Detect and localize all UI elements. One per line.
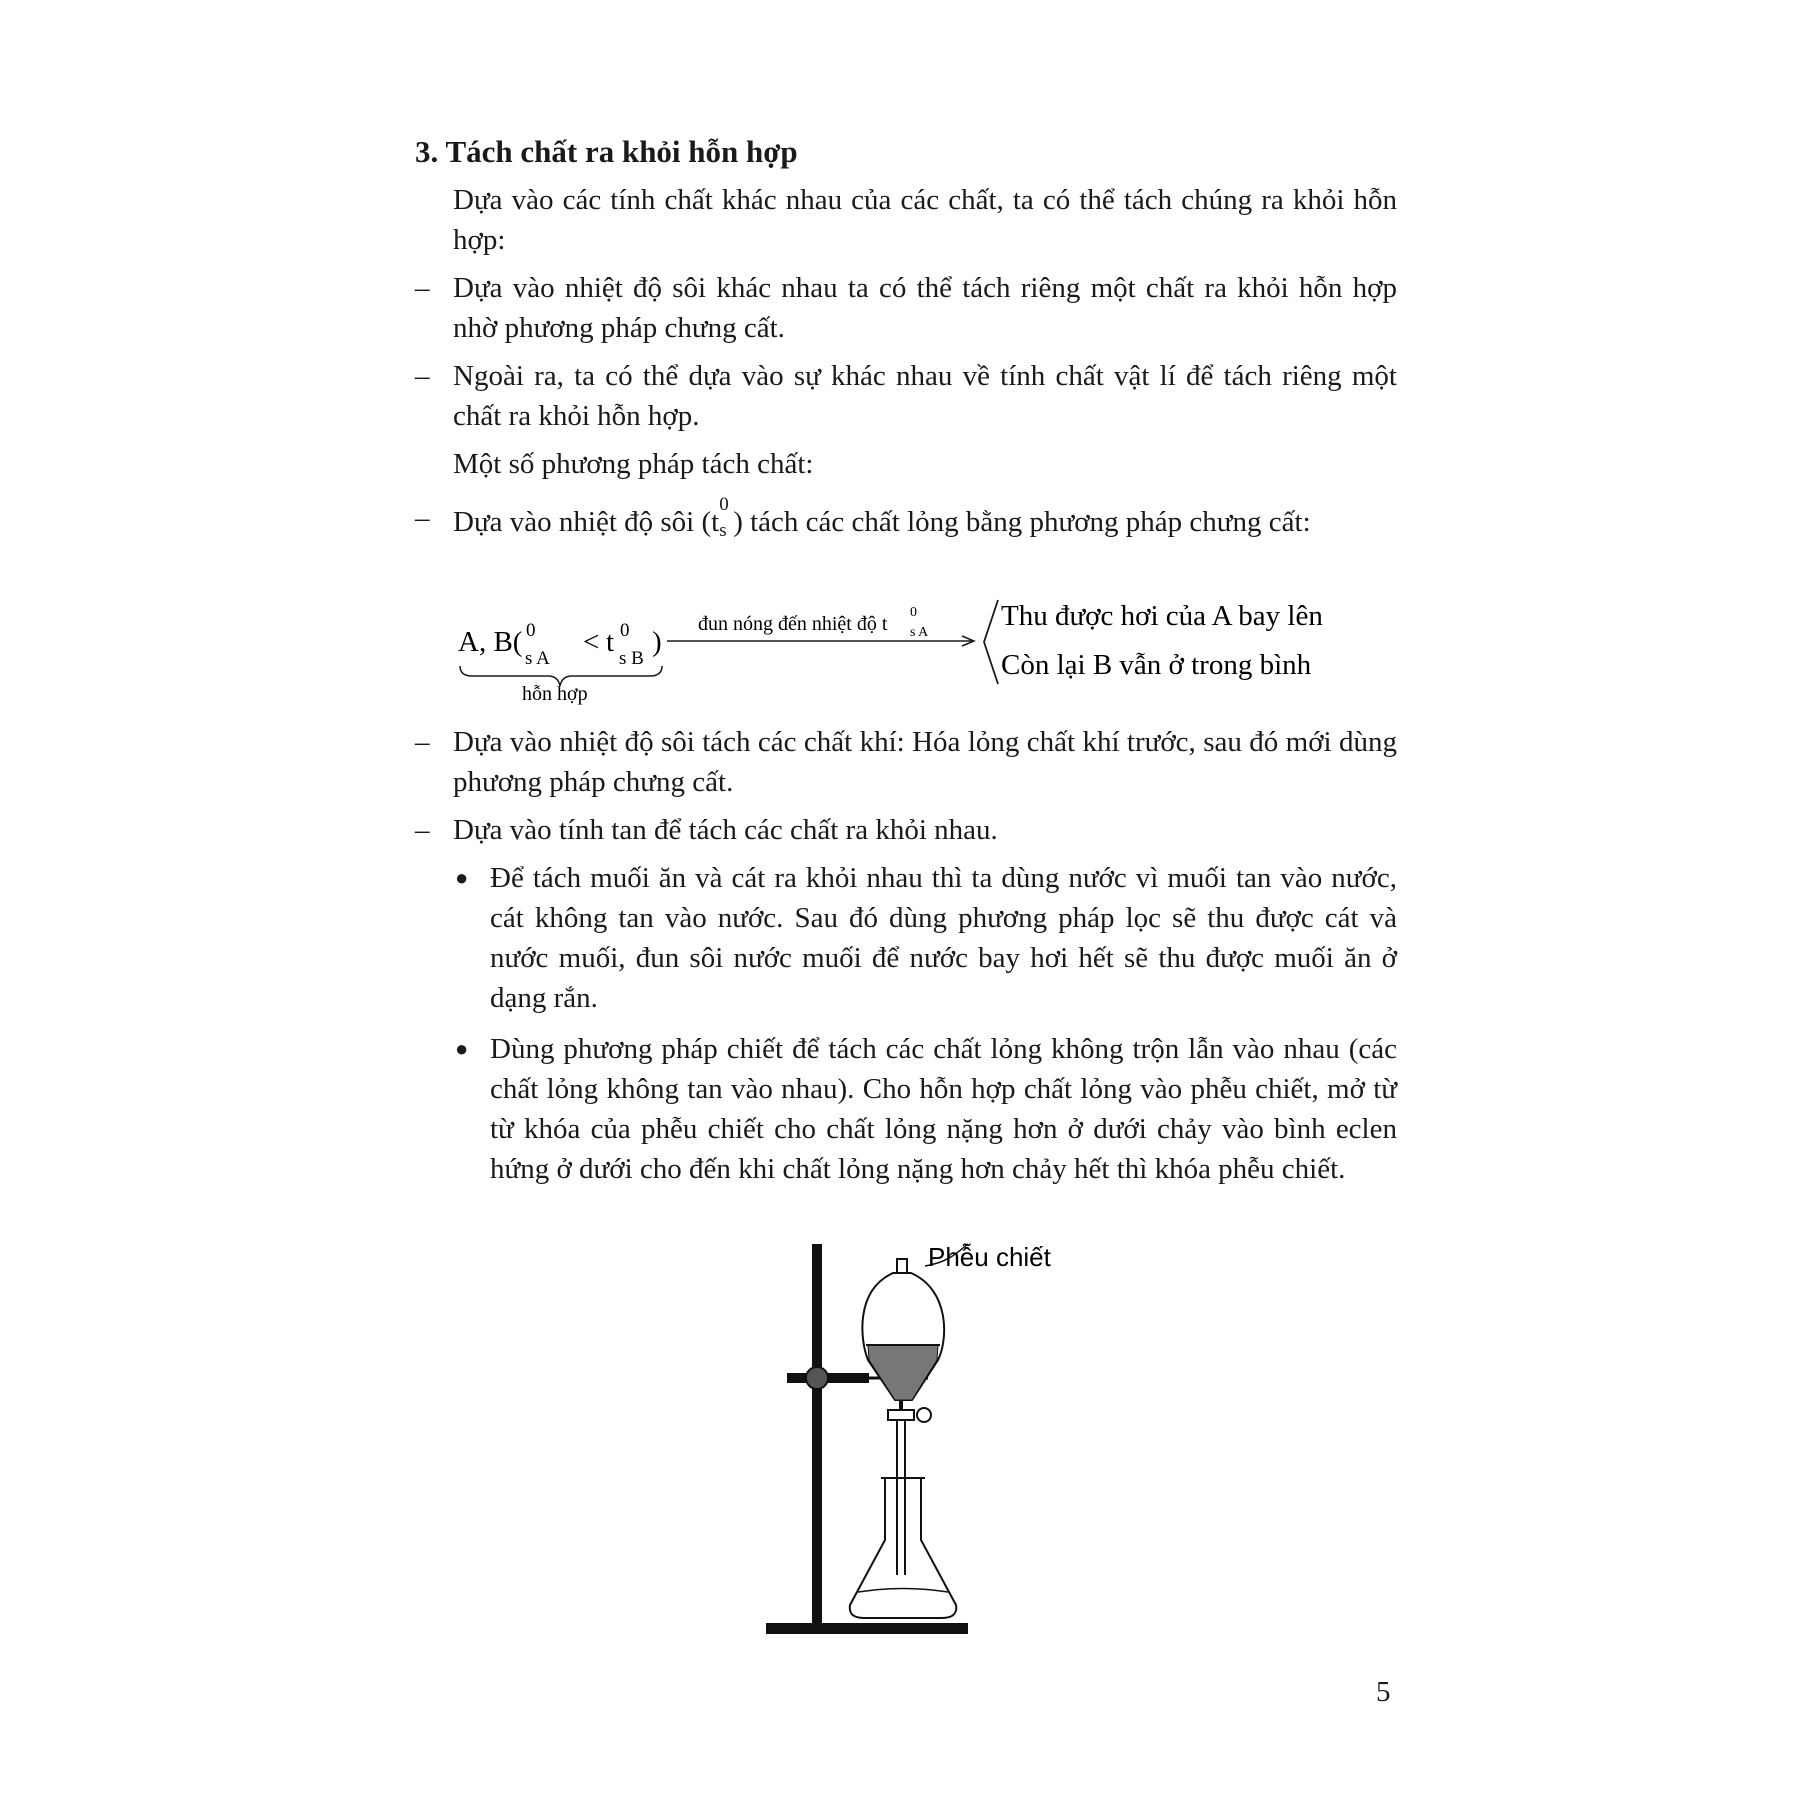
- funnel-liquid: [868, 1345, 938, 1400]
- scheme-arrow-condition: đun nóng đến nhiệt độ t: [698, 613, 888, 635]
- scheme-result-top: Thu được hơi của A bay lên: [1001, 600, 1323, 632]
- t-s-0-script: 0 s: [719, 494, 729, 541]
- bullet-extraction-paragraph: Dùng phương pháp chiết để tách các chất lỏng không trộn lẫn vào nhau (các chất lỏng không tan vào nhau). Cho hỗn hợp chất lỏng vào phễu chiết, mở từ từ khóa của phễu chiết cho chất lỏng nặng hơn ở dưới chảy vào bình eclen hứng ở dưới cho đến khi chất lỏng nặng hơn chảy hết thì khóa phễu chiết.: [490, 1033, 1397, 1185]
- funnel-label: Phễu chiết: [928, 1242, 1051, 1272]
- dash-marker: –: [415, 814, 430, 846]
- item-physical-properties-paragraph: Ngoài ra, ta có thể dựa vào sự khác nhau về tính chất vật lí để tách riêng một chất ra khỏi hỗn hợp.: [453, 360, 1397, 432]
- funnel-stopper: [897, 1259, 907, 1273]
- item-distillation-paragraph: Dựa vào nhiệt độ sôi khác nhau ta có thể tách riêng một chất ra khỏi hỗn hợp nhờ phương pháp chưng cất.: [453, 272, 1397, 344]
- scheme-close-paren: ): [652, 626, 662, 658]
- scheme-t-b: t: [606, 626, 615, 658]
- scheme-sup-0-b: 0: [620, 620, 630, 641]
- item-solubility-paragraph: Dựa vào tính tan để tách các chất ra khỏi nhau.: [453, 814, 998, 846]
- scheme-result-bottom: Còn lại B vẫn ở trong bình: [1001, 649, 1312, 681]
- methods-intro-paragraph: Một số phương pháp tách chất:: [453, 448, 814, 480]
- dash-marker: –: [415, 360, 430, 392]
- stopcock-body: [888, 1410, 914, 1420]
- stopcock-handle: [917, 1408, 931, 1422]
- scheme-arrow-sub-sA: s A: [910, 625, 929, 640]
- scheme-arrow-sup-0: 0: [910, 605, 917, 620]
- dash-marker: –: [415, 502, 430, 534]
- retort-stand-base: [767, 1624, 967, 1633]
- scheme-mixture-start: A, B(: [458, 626, 523, 658]
- scheme-sub-sA: s A: [525, 648, 550, 669]
- erlenmeyer-flask: [850, 1478, 956, 1618]
- scheme-less-than: <: [583, 626, 600, 658]
- scheme-mixture-label: hỗn hợp: [522, 683, 588, 705]
- dash-marker: –: [415, 726, 430, 758]
- intro-paragraph: Dựa vào các tính chất khác nhau của các chất, ta có thể tách chúng ra khỏi hỗn hợp:: [453, 184, 1397, 256]
- bullet-salt-sand-paragraph: Để tách muối ăn và cát ra khỏi nhau thì ta dùng nước vì muối tan vào nước, cát không tan vào nước. Sau đó dùng phương pháp lọc sẽ thu được cát và nước muối, đun sôi nước muối để nước bay hơi hết sẽ thu được muối ăn ở dạng rắn.: [490, 862, 1397, 1014]
- item-gas-separation-paragraph: Dựa vào nhiệt độ sôi tách các chất khí: Hóa lỏng chất khí trước, sau đó mới dùng phương pháp chưng cất.: [453, 726, 1397, 798]
- section-title: 3. Tách chất ra khỏi hỗn hợp: [415, 134, 798, 169]
- item3-text-end: ) tách các chất lỏng bằng phương pháp chưng cất:: [733, 506, 1311, 538]
- bullet-marker: ●: [455, 1036, 469, 1061]
- retort-stand-rod: [813, 1245, 821, 1625]
- clamp-boss-head: [806, 1367, 828, 1389]
- scheme-sup-0-a: 0: [526, 620, 536, 641]
- flask-liquid-surface: [858, 1589, 948, 1593]
- scheme-sub-sB: s B: [619, 648, 644, 669]
- bullet-marker: ●: [455, 865, 469, 890]
- dash-marker: –: [415, 272, 430, 304]
- page-number: 5: [1376, 1676, 1391, 1708]
- item3-text-start: Dựa vào nhiệt độ sôi (t: [453, 506, 720, 538]
